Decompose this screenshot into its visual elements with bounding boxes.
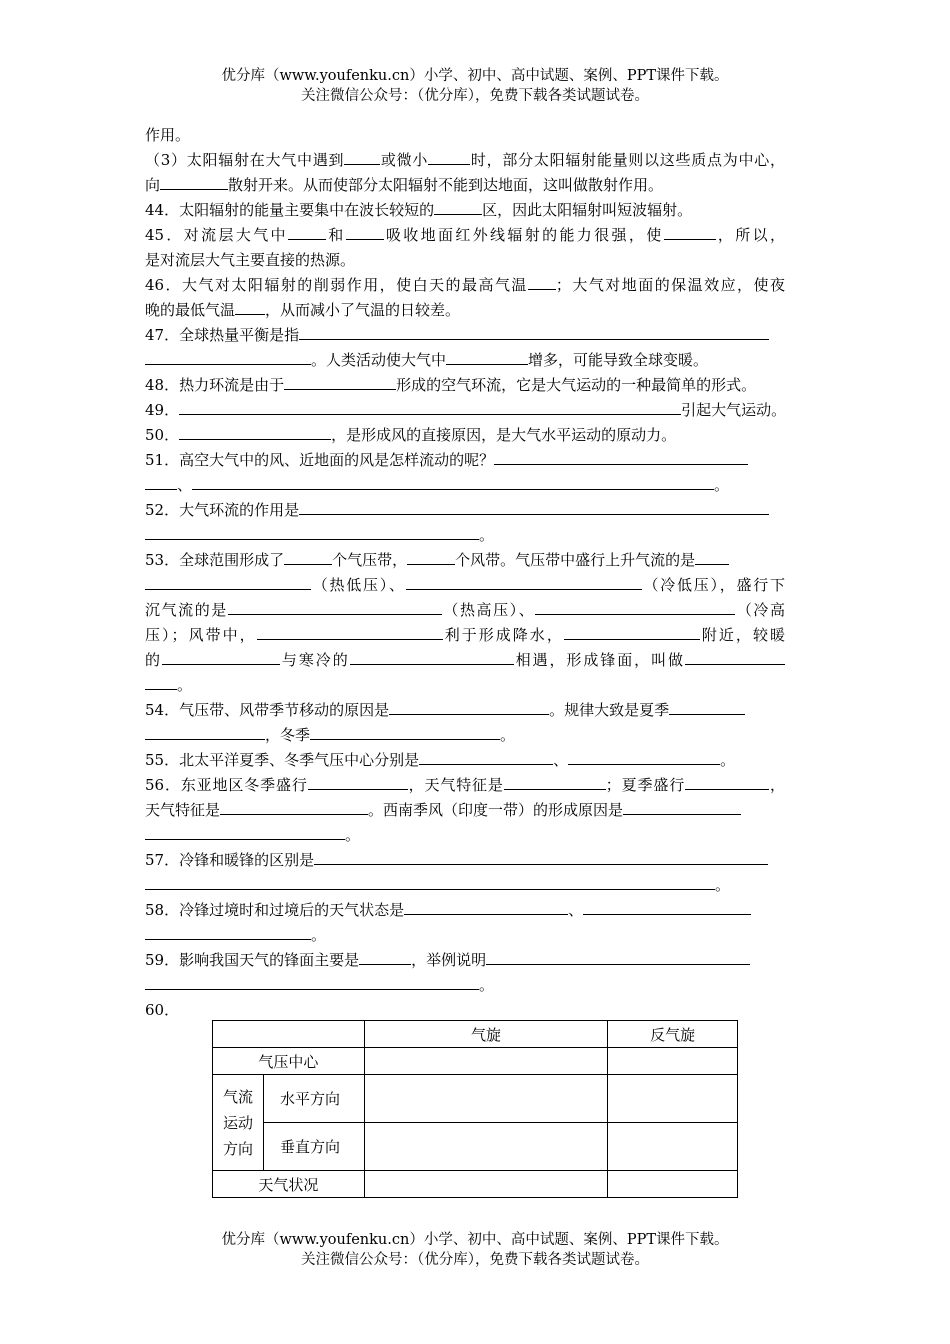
question-53-line-4: 压）；风带中， 利于形成降水， 附近，较暖 xyxy=(145,626,785,644)
question-58-line-2: 。 xyxy=(145,924,785,946)
question-51-line-2: 、 。 xyxy=(145,474,785,496)
question-57-line-2: 。 xyxy=(145,874,785,896)
question-53-line-1: 53．全球范围形成了 个气压带， 个风带。气压带中盛行上升气流的是 xyxy=(145,549,785,571)
question-50: 50． ，是形成风的直接原因，是大气水平运动的原动力。 xyxy=(145,426,677,444)
answer-cell[interactable] xyxy=(364,1048,607,1075)
question-59-line-1: 59．影响我国天气的锋面主要是 ，举例说明 xyxy=(145,949,785,971)
row-label-horizontal: 水平方向 xyxy=(263,1075,364,1123)
answer-cell[interactable] xyxy=(364,1123,607,1171)
question-44: 44．太阳辐射的能量主要集中在波长较短的 区，因此太阳辐射叫短波辐射。 xyxy=(145,201,693,219)
table-header-row xyxy=(213,1021,738,1048)
question-47-line-1: 47．全球热量平衡是指 xyxy=(145,324,785,346)
question-53-line-2: （热低压）、 （冷低压），盛行下 xyxy=(145,574,785,596)
line-zuoyong: 作用。 xyxy=(145,126,191,144)
question-55: 55．北太平洋夏季、冬季气压中心分别是 、 。 xyxy=(145,751,736,769)
question-52-line-2: 。 xyxy=(145,524,785,546)
answer-cell[interactable] xyxy=(364,1171,607,1198)
header-line-1: 优分库（www.youfenku.cn）小学、初中、高中试题、案例、PPT课件下载。 xyxy=(221,68,729,84)
question-57-line-1: 57．冷锋和暖锋的区别是 xyxy=(145,849,785,871)
header-line-2: 关注微信公众号：（优分库），免费下载各类试题试卷。 xyxy=(301,88,649,104)
header-anticyclone: 反气旋 xyxy=(608,1021,738,1048)
question-56-line-3: 。 xyxy=(145,824,785,846)
answer-cell[interactable] xyxy=(608,1171,738,1198)
question-53-line-6: 。 xyxy=(145,674,785,696)
question-47-line-2: 。人类活动使大气中 增多，可能导致全球变暖。 xyxy=(145,349,785,371)
question-54-line-1: 54．气压带、风带季节移动的原因是 。规律大致是夏季 xyxy=(145,699,785,721)
row-label-airflow-direction: 气流运动方向 xyxy=(213,1075,264,1171)
answer-cell[interactable] xyxy=(608,1048,738,1075)
table-corner-cell xyxy=(213,1021,365,1048)
answer-cell[interactable] xyxy=(608,1123,738,1171)
table-row xyxy=(213,1075,738,1123)
answer-cell[interactable] xyxy=(364,1075,607,1123)
question-53-line-5: 的 与寒冷的 相遇，形成锋面，叫做 xyxy=(145,649,785,671)
question-3-line-2: 向 散射开来。从而使部分太阳辐射不能到达地面，这叫做散射作用。 xyxy=(145,176,664,194)
question-3-line-1: （3）太阳辐射在大气中遇到 或微小 时，部分太阳辐射能量则以这些质点为中心， xyxy=(145,151,785,169)
question-54-line-2: ，冬季 。 xyxy=(145,724,785,746)
question-60-label: 60． xyxy=(145,1001,180,1019)
table-row xyxy=(213,1048,738,1075)
table-row xyxy=(213,1171,738,1198)
footer-line-2: 关注微信公众号：（优分库），免费下载各类试题试卷。 xyxy=(301,1252,649,1268)
header-cyclone: 气旋 xyxy=(364,1021,607,1048)
question-56-line-2: 天气特征是 。西南季风（印度一带）的形成原因是 xyxy=(145,799,785,821)
table-row xyxy=(213,1123,738,1171)
question-52-line-1: 52．大气环流的作用是 xyxy=(145,499,785,521)
question-48: 48．热力环流是由于 形成的空气环流，它是大气运动的一种最简单的形式。 xyxy=(145,376,757,394)
row-label-vertical: 垂直方向 xyxy=(263,1123,364,1171)
question-49: 49． 引起大气运动。 xyxy=(145,401,787,419)
footer-line-1: 优分库（www.youfenku.cn）小学、初中、高中试题、案例、PPT课件下载。 xyxy=(221,1232,729,1248)
question-58-line-1: 58．冷锋过境时和过境后的天气状态是 、 xyxy=(145,899,785,921)
question-45-line-2: 是对流层大气主要直接的热源。 xyxy=(145,251,356,269)
question-51-line-1: 51．高空大气中的风、近地面的风是怎样流动的呢？ xyxy=(145,449,785,471)
answer-cell[interactable] xyxy=(608,1075,738,1123)
row-label-weather: 天气状况 xyxy=(213,1171,365,1198)
row-label-pressure-center: 气压中心 xyxy=(213,1048,365,1075)
question-59-line-2: 。 xyxy=(145,974,785,996)
question-46-line-2: 晚的最低气温 ，从而减小了气温的日较差。 xyxy=(145,301,461,319)
question-53-line-3: 沉气流的是 （热高压）、 （冷高 xyxy=(145,601,785,619)
cyclone-comparison-table xyxy=(212,1020,738,1198)
question-46-line-1: 46．大气对太阳辐射的削弱作用，使白天的最高气温 ；大气对地面的保温效应，使夜 xyxy=(145,276,785,294)
question-56-line-1: 56．东亚地区冬季盛行 ，天气特征是 ；夏季盛行 ， xyxy=(145,776,785,794)
question-45-line-1: 45．对流层大气中 和 吸收地面红外线辐射的能力很强，使 ，所以， xyxy=(145,226,785,244)
